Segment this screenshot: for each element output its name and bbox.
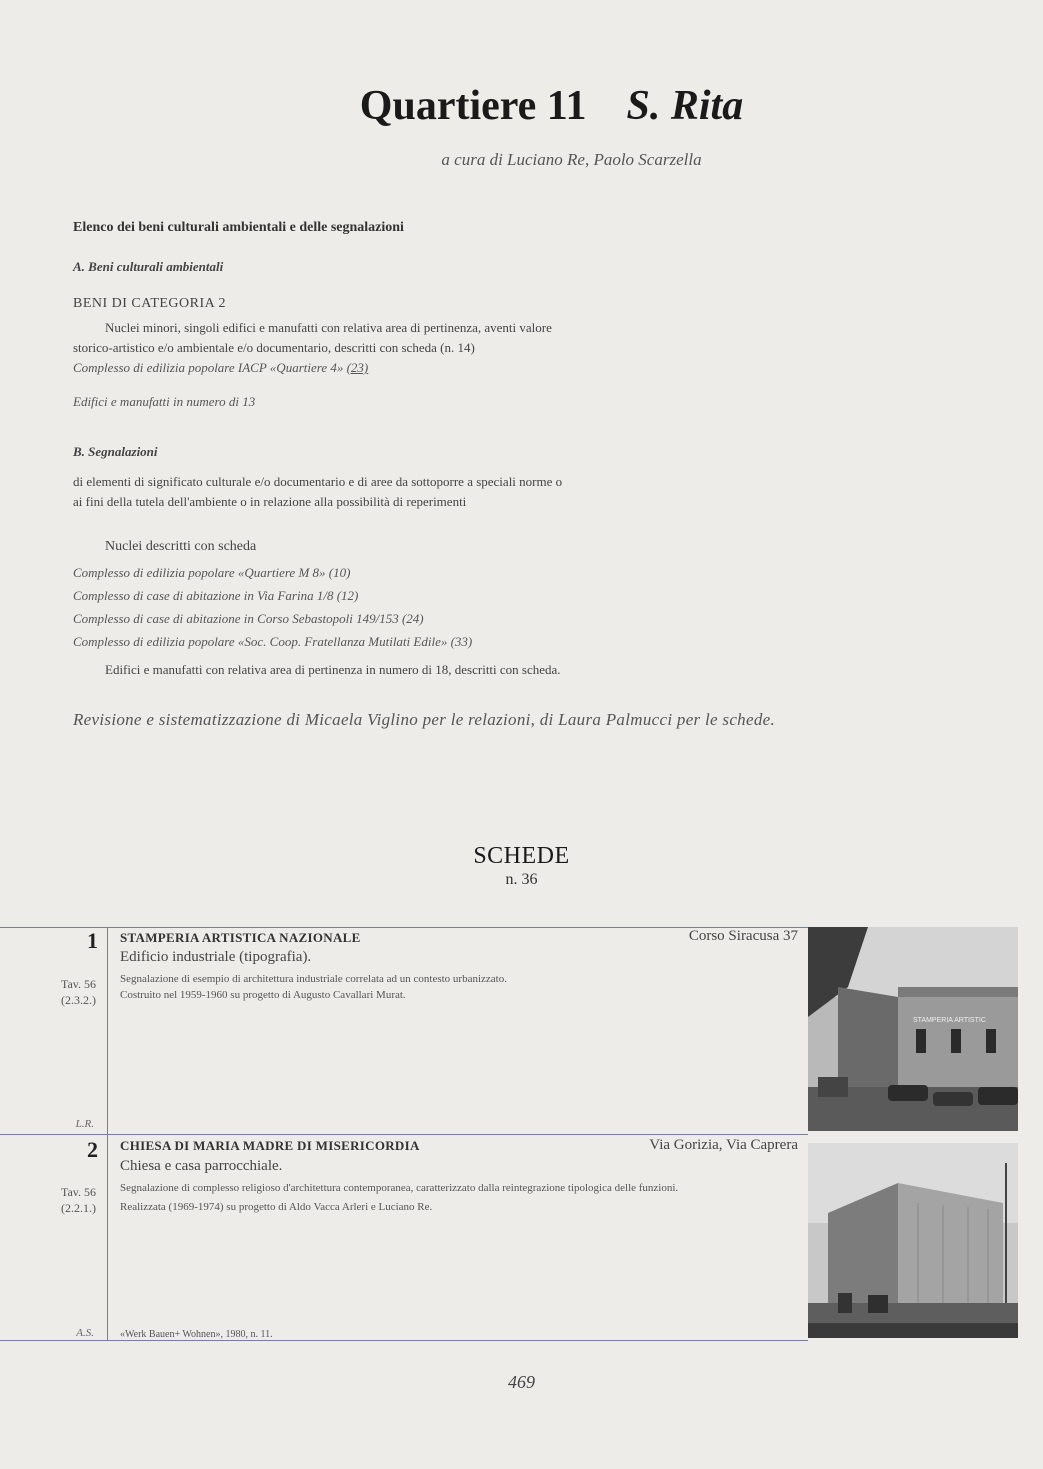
section-a-item — [73, 360, 368, 376]
page-number: 469 — [508, 1372, 535, 1392]
list-item: Complesso di edilizia popolare «Soc. Coop. Fratellanza Mutilati Edile» (33) — [73, 634, 473, 649]
nuclei-heading: Nuclei descritti con scheda — [105, 539, 257, 554]
schede-title: SCHEDE — [473, 843, 570, 869]
list-item: Complesso di case di abitazione in Via Farina 1/8 (12) — [73, 588, 359, 603]
card-tav-line1: Tav. 56 — [60, 1185, 96, 1199]
card-tav-line2: (2.2.1.) — [61, 1201, 96, 1215]
card-text-line1: Segnalazione di complesso religioso d'architettura contemporanea, caratterizzato dalla reintegrazione tipologica delle funzioni. — [120, 1182, 679, 1194]
card-type: Chiesa e casa parrocchiale. — [120, 1158, 283, 1174]
card-text-line2: Realizzata (1969-1974) su progetto di Aldo Vacca Arleri e Luciano Re. — [120, 1201, 433, 1213]
card-tav-line1: Tav. 56 — [60, 977, 96, 991]
section-b-description-line2: ai fini della tutela dell'ambiente o in relazione alla possibilità di reperimenti — [73, 494, 467, 509]
section-a-title: A. Beni culturali ambientali — [73, 259, 224, 274]
section-a-item-text: Complesso di edilizia popolare IACP «Quartiere 4» — [73, 360, 347, 375]
card-tav — [36, 1184, 96, 1216]
title-sub: S. Rita — [626, 83, 744, 129]
photo-chiesa-image — [808, 1143, 1018, 1338]
card-title: CHIESA DI MARIA MADRE DI MISERICORDIA — [120, 1138, 420, 1153]
card-divider-rule — [0, 1134, 808, 1135]
card-address: Via Gorizia, Via Caprera — [649, 1137, 798, 1153]
section-a-description — [73, 318, 673, 358]
card-initials: A.S. — [76, 1327, 94, 1339]
photo-sign-text: STAMPERIA ARTISTIC — [913, 1017, 986, 1024]
card-address: Corso Siracusa 37 — [688, 928, 798, 944]
photo-chiesa — [808, 1143, 1018, 1338]
photo-stamperia — [808, 927, 1018, 1131]
card-column-rule — [107, 927, 108, 1340]
section-a-buildings: Edifici e manufatti in numero di 13 — [73, 394, 256, 409]
card-initials: L.R. — [75, 1118, 94, 1130]
section-a-description-line2: storico-artistico e/o ambientale e/o documentario, descritti con scheda (n. 14) — [73, 340, 475, 355]
card-text-line1: Segnalazione di esempio di architettura industriale correlata ad un contesto urbanizzato. — [120, 973, 507, 985]
section-b-title: B. Segnalazioni — [73, 444, 158, 459]
photo-stamperia-image — [808, 927, 1018, 1131]
card-title: STAMPERIA ARTISTICA NAZIONALE — [120, 930, 361, 945]
card-tav — [36, 976, 96, 1008]
list-item: Complesso di case di abitazione in Corso Sebastopoli 149/153 (24) — [73, 611, 424, 626]
list-heading: Elenco dei beni culturali ambientali e delle segnalazioni — [73, 220, 404, 235]
list-item: Complesso di edilizia popolare «Quartiere M 8» (10) — [73, 565, 351, 580]
card-text-line2: Costruito nel 1959-1960 su progetto di Augusto Cavallari Murat. — [120, 989, 406, 1001]
section-b-description — [73, 472, 673, 512]
card-bibliography: «Werk Bauen+ Wohnen», 1980, n. 11. — [120, 1329, 273, 1340]
card-text — [120, 1180, 800, 1215]
card-number: 2 — [87, 1137, 98, 1162]
card-text — [120, 971, 800, 1003]
card-number: 1 — [87, 928, 98, 953]
card-type: Edificio industriale (tipografia). — [120, 949, 312, 965]
card-tav-line2: (2.3.2.) — [61, 993, 96, 1007]
category-heading: BENI DI CATEGORIA 2 — [73, 296, 226, 311]
revision-note: Revisione e sistematizzazione di Micaela Viglino per le relazioni, di Laura Palmucci per le schede. — [73, 710, 776, 729]
page-title — [0, 82, 1043, 130]
section-a-description-line1: Nuclei minori, singoli edifici e manufatti con relativa area di pertinenza, aventi valore — [105, 320, 552, 335]
authors: a cura di Luciano Re, Paolo Scarzella — [441, 150, 702, 169]
section-a-item-ref: (23) — [346, 360, 369, 375]
section-b-description-line1: di elementi di significato culturale e/o documentario e di aree da sottoporre a speciali norme o — [73, 474, 563, 489]
nuclei-list — [73, 561, 472, 653]
schede-count: n. 36 — [505, 871, 538, 888]
title-main: Quartiere 11 — [359, 83, 587, 129]
section-b-buildings: Edifici e manufatti con relativa area di pertinenza in numero di 18, descritti con scheda. — [105, 662, 561, 677]
